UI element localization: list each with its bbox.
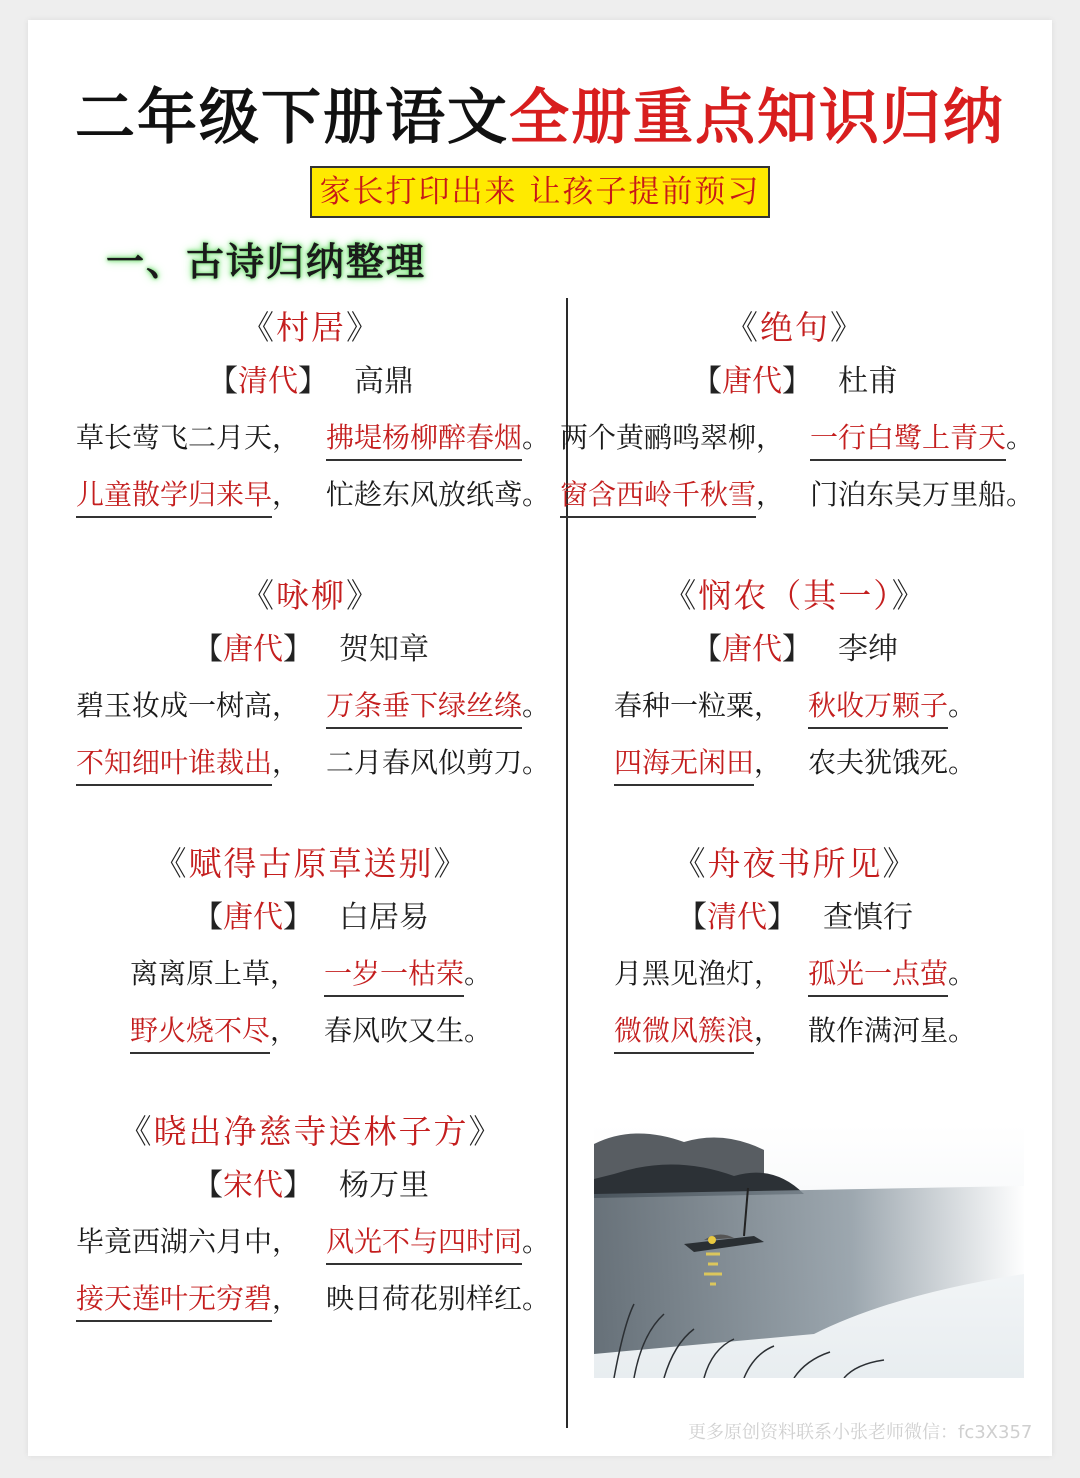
poem-line-2-highlight: 微微风簇浪 — [614, 1011, 754, 1054]
dynasty-open-bracket: 【 — [193, 1168, 223, 1203]
poem-line-1 — [560, 686, 1030, 729]
poem-line-2-second: 二月春风似剪刀。 — [326, 746, 551, 779]
poem-author — [560, 896, 1030, 940]
poem-title-text: 咏柳 — [276, 576, 346, 615]
poem-line-2 — [76, 1011, 546, 1054]
title-close-bracket: 》 — [433, 844, 469, 883]
poem-line-1-end: 。 — [522, 1225, 551, 1258]
poem-line-1-first: 碧玉妆成一树高， — [76, 689, 301, 722]
title-open-bracket: 《 — [672, 844, 708, 883]
poem-dynasty: 唐代 — [223, 632, 283, 667]
poem-title-text: 悯农（其一） — [698, 576, 892, 615]
poem-line-1-end: 。 — [948, 689, 977, 722]
poem-dynasty: 清代 — [238, 364, 298, 399]
title-close-bracket: 》 — [468, 1112, 504, 1151]
poem-line-1-highlight: 秋收万颗子 — [808, 686, 948, 729]
poem-author-name: 杨万里 — [339, 1168, 429, 1203]
poem-author — [76, 896, 546, 940]
title-open-bracket: 《 — [241, 576, 276, 615]
ink-landscape-illustration — [594, 1124, 1024, 1378]
poem-line-1 — [76, 686, 551, 729]
poem-line-2-second: 春风吹又生。 — [324, 1014, 493, 1047]
poem-title-text: 舟夜书所见 — [707, 844, 883, 883]
poem-line-2-sep: ， — [272, 1282, 301, 1315]
dynasty-open-bracket: 【 — [677, 900, 707, 935]
subtitle-banner: 家长打印出来 让孩子提前预习 — [310, 166, 771, 218]
poem-title — [560, 306, 1030, 350]
poem-line-1 — [76, 418, 551, 461]
poem-title — [76, 306, 546, 350]
poem-dynasty: 唐代 — [223, 900, 283, 935]
poem-author — [76, 1164, 546, 1208]
dynasty-close-bracket: 】 — [782, 632, 812, 667]
poem-line-1-highlight: 拂堤杨柳醉春烟 — [326, 418, 522, 461]
poem-block — [76, 1110, 551, 1322]
poem-line-2-highlight: 接天莲叶无穷碧 — [76, 1279, 272, 1322]
poem-dynasty: 宋代 — [223, 1168, 283, 1203]
poem-line-2-highlight: 窗含西岭千秋雪 — [560, 475, 756, 518]
poem-line-1-first: 两个黄鹂鸣翠柳， — [560, 421, 785, 454]
poem-line-1-first: 春种一粒粟， — [613, 689, 782, 722]
dynasty-open-bracket: 【 — [193, 632, 223, 667]
poem-line-2 — [76, 1279, 551, 1322]
poem-line-2-highlight: 四海无闲田 — [614, 743, 754, 786]
poem-title — [560, 842, 1030, 886]
watermark-text: 更多原创资料联系小张老师微信：fc3X357 — [688, 1422, 1033, 1443]
poem-line-1-first: 月黑见渔灯， — [613, 957, 782, 990]
poem-line-1 — [560, 954, 1030, 997]
poem-line-1-highlight: 一行白鹭上青天 — [810, 418, 1006, 461]
poem-line-1 — [76, 954, 546, 997]
poem-dynasty: 清代 — [707, 900, 767, 935]
title-open-bracket: 《 — [118, 1112, 154, 1151]
poem-line-1-highlight: 风光不与四时同 — [326, 1222, 522, 1265]
poem-author — [76, 360, 546, 404]
dynasty-open-bracket: 【 — [208, 364, 238, 399]
poem-block — [560, 574, 1030, 786]
poem-author-name: 查慎行 — [823, 900, 913, 935]
dynasty-close-bracket: 】 — [782, 364, 812, 399]
poem-line-1-end: 。 — [522, 689, 551, 722]
poem-title-text: 赋得古原草送别 — [188, 844, 434, 883]
poem-line-1 — [560, 418, 1035, 461]
poem-line-2-highlight: 儿童散学归来早 — [76, 475, 272, 518]
poem-line-2-sep: ， — [756, 478, 785, 511]
poem-line-1-end: 。 — [1006, 421, 1035, 454]
title-open-bracket: 《 — [663, 576, 699, 615]
title-close-bracket: 》 — [346, 576, 381, 615]
page-title-red: 全册重点知识归纳 — [509, 83, 1005, 153]
poem-line-2-sep: ， — [753, 1014, 782, 1047]
poem-author-name: 贺知章 — [339, 632, 429, 667]
poem-block — [76, 306, 551, 518]
dynasty-close-bracket: 】 — [767, 900, 797, 935]
title-open-bracket: 《 — [725, 308, 760, 347]
poem-block — [76, 574, 551, 786]
poem-line-1-highlight: 孤光一点萤 — [808, 954, 948, 997]
title-close-bracket: 》 — [882, 844, 918, 883]
poem-line-2-second: 映日荷花别样红。 — [326, 1282, 551, 1315]
poem-line-2-second: 忙趁东风放纸鸢。 — [326, 478, 551, 511]
title-close-bracket: 》 — [830, 308, 865, 347]
poem-dynasty: 唐代 — [722, 632, 782, 667]
poem-block — [560, 842, 1030, 1054]
poem-block — [76, 842, 546, 1054]
poem-author — [76, 628, 546, 672]
poem-author-name: 杜甫 — [838, 364, 898, 399]
poem-line-2-highlight: 野火烧不尽 — [130, 1011, 270, 1054]
poem-line-1-first: 离离原上草， — [129, 957, 298, 990]
dynasty-close-bracket: 】 — [283, 1168, 313, 1203]
poem-line-1-first: 毕竟西湖六月中， — [76, 1225, 301, 1258]
poem-title-text: 村居 — [276, 308, 346, 347]
poem-title-text: 晓出净慈寺送林子方 — [153, 1112, 469, 1151]
poem-line-2-sep: ， — [269, 1014, 298, 1047]
poem-line-1-highlight: 一岁一枯荣 — [324, 954, 464, 997]
dynasty-close-bracket: 】 — [298, 364, 328, 399]
poem-author-name: 李绅 — [838, 632, 898, 667]
poem-author-name: 白居易 — [339, 900, 429, 935]
dynasty-open-bracket: 【 — [692, 364, 722, 399]
poem-line-1 — [76, 1222, 551, 1265]
poem-title — [76, 574, 546, 618]
poem-line-1-end: 。 — [522, 421, 551, 454]
poem-line-2-sep: ， — [753, 746, 782, 779]
title-close-bracket: 》 — [891, 576, 927, 615]
poem-line-2-highlight: 不知细叶谁裁出 — [76, 743, 272, 786]
poem-line-2 — [560, 743, 1030, 786]
dynasty-close-bracket: 】 — [283, 900, 313, 935]
poem-line-2 — [560, 475, 1035, 518]
dynasty-close-bracket: 】 — [283, 632, 313, 667]
title-open-bracket: 《 — [153, 844, 189, 883]
poem-line-2-second: 农夫犹饿死。 — [808, 746, 977, 779]
poem-line-2 — [560, 1011, 1030, 1054]
poem-title-text: 绝句 — [760, 308, 830, 347]
poem-title — [560, 574, 1030, 618]
poem-line-2-second: 散作满河星。 — [808, 1014, 977, 1047]
poem-line-2-sep: ， — [272, 746, 301, 779]
poem-line-1-first: 草长莺飞二月天， — [76, 421, 301, 454]
poem-block — [560, 306, 1035, 518]
poem-dynasty: 唐代 — [722, 364, 782, 399]
section-heading: 一、古诗归纳整理 — [106, 239, 427, 284]
poem-line-2 — [76, 475, 551, 518]
poem-line-1-end: 。 — [948, 957, 977, 990]
dynasty-open-bracket: 【 — [193, 900, 223, 935]
page-title — [28, 78, 1052, 158]
document-page — [28, 20, 1052, 1456]
page-title-black: 二年级下册语文 — [75, 83, 509, 153]
title-close-bracket: 》 — [346, 308, 381, 347]
poem-title — [76, 1110, 546, 1154]
poem-line-2 — [76, 743, 551, 786]
poem-line-2-sep: ， — [272, 478, 301, 511]
poem-author-name: 高鼎 — [354, 364, 414, 399]
dynasty-open-bracket: 【 — [692, 632, 722, 667]
poem-line-1-highlight: 万条垂下绿丝绦 — [326, 686, 522, 729]
title-open-bracket: 《 — [241, 308, 276, 347]
poem-line-2-second: 门泊东吴万里船。 — [810, 478, 1035, 511]
poem-author — [560, 360, 1030, 404]
poem-author — [560, 628, 1030, 672]
poem-title — [76, 842, 546, 886]
poem-line-1-end: 。 — [464, 957, 493, 990]
